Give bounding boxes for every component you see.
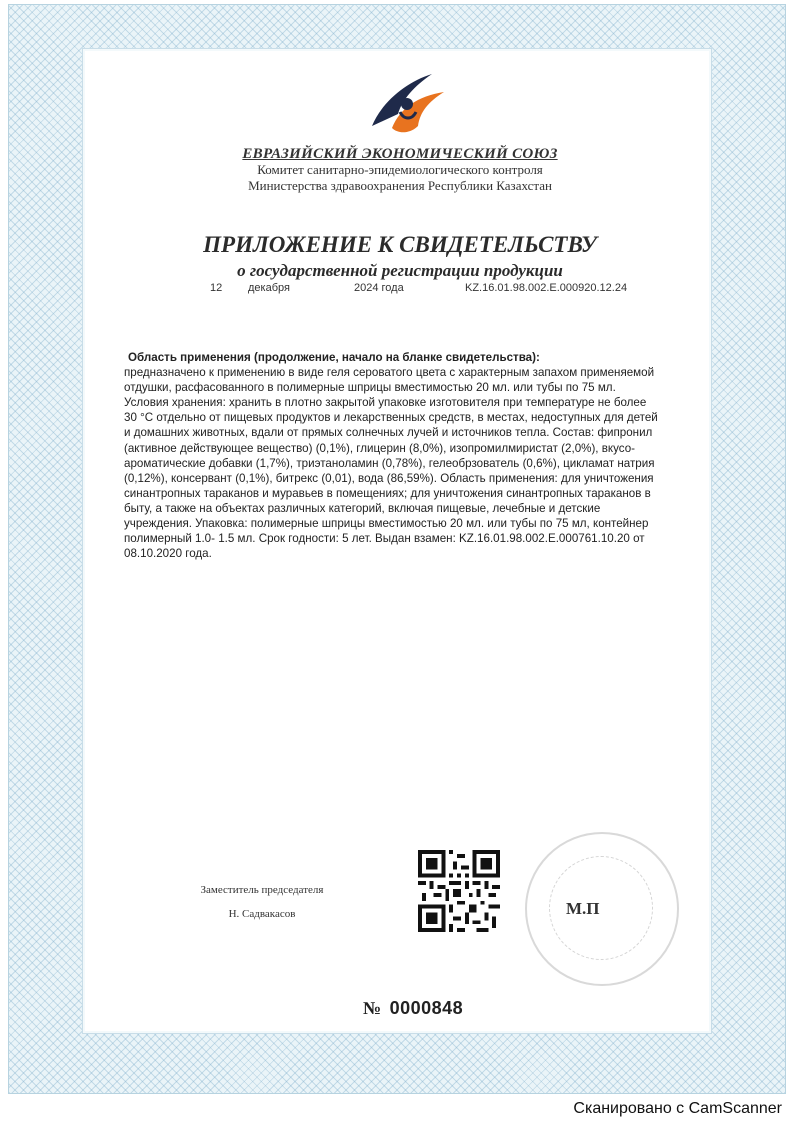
application-scope-heading: Область применения (продолжение, начало на бланке свидетельства): xyxy=(128,351,540,364)
body-line: полимерный 1.0- 1.5 мл. Срок годности: 5 лет. Выдан взамен: KZ.16.01.98.002.E.000761.10.20 от xyxy=(124,532,645,546)
body-line: и домашних животных, вдали от прямых солнечных лучей и источников тепла. Состав: фипронил xyxy=(124,426,653,440)
body-line: учреждения. Упаковка: полимерные шприцы вместимостью 20 мл. или тубы по 75 мл, контейнер xyxy=(124,517,649,531)
date-month: декабря xyxy=(248,282,290,294)
number-symbol: № xyxy=(363,998,382,1018)
document-subtitle: о государственной регистрации продукции xyxy=(237,261,563,280)
body-line: синантропных тараканов и муравьев в помещениях; для уничтожения синантропных тараканов в xyxy=(124,486,651,500)
body-line: Условия хранения: хранить в плотно закрытой упаковке изготовителя при температуре не более xyxy=(124,396,647,410)
date-row xyxy=(0,282,800,298)
union-name: ЕВРАЗИЙСКИЙ ЭКОНОМИЧЕСКИЙ СОЮЗ xyxy=(242,146,558,162)
committee-name: Комитет санитарно-эпидемиологического контроля xyxy=(257,162,543,177)
body-line: 30 °С отдельно от пищевых продуктов и лекарственных средств, в местах, недоступных для детей xyxy=(124,411,658,425)
form-number-value: 0000848 xyxy=(389,998,464,1018)
body-line: (активное действующее вещество) (0,1%), глицерин (8,0%), изопромилмиристат (2,0%), вкусо- xyxy=(124,441,636,455)
date-day: 12 xyxy=(210,282,223,294)
body-line: предназначено к применению в виде геля сероватого цвета с характерным запахом применяемой xyxy=(124,366,655,380)
stamp-seal-inner-ring xyxy=(549,856,653,960)
stamp-seal xyxy=(525,832,679,986)
signer-name: Н. Садвакасов xyxy=(228,908,296,920)
body-line: 08.10.2020 года. xyxy=(124,547,212,561)
form-number xyxy=(363,998,463,1019)
signer-position: Заместитель председателя xyxy=(200,884,324,896)
stamp-label: М.П xyxy=(566,899,600,918)
body-line: (0,12%), консервант (0,1%), битрекс (0,01), вода (86,59%). Область применения: для уничтожения xyxy=(124,471,654,485)
date-year: 2024 года xyxy=(354,282,404,294)
document-title: ПРИЛОЖЕНИЕ К СВИДЕТЕЛЬСТВУ xyxy=(203,232,597,257)
ministry-name: Министерства здравоохранения Республики Казахстан xyxy=(248,178,552,193)
body-line: отдушки, расфасованного в полимерные шприцы вместимостью 20 мл. или тубы по 75 мл. xyxy=(124,381,616,395)
eaeu-emblem-icon xyxy=(362,68,452,140)
qr-code-icon[interactable] xyxy=(418,850,500,932)
scanner-watermark: Сканировано с CamScanner xyxy=(573,1100,782,1117)
application-scope-text xyxy=(124,350,720,561)
registration-number: KZ.16.01.98.002.E.000920.12.24 xyxy=(465,282,628,294)
body-line: ароматические добавки (1,7%), триэтаноламин (0,78%), гелеобрзователь (0,6%), цикламат натрия xyxy=(124,456,655,470)
body-line: быту, а также на объектах различных категорий, включая пищевые, лечебные и детские xyxy=(124,501,601,515)
